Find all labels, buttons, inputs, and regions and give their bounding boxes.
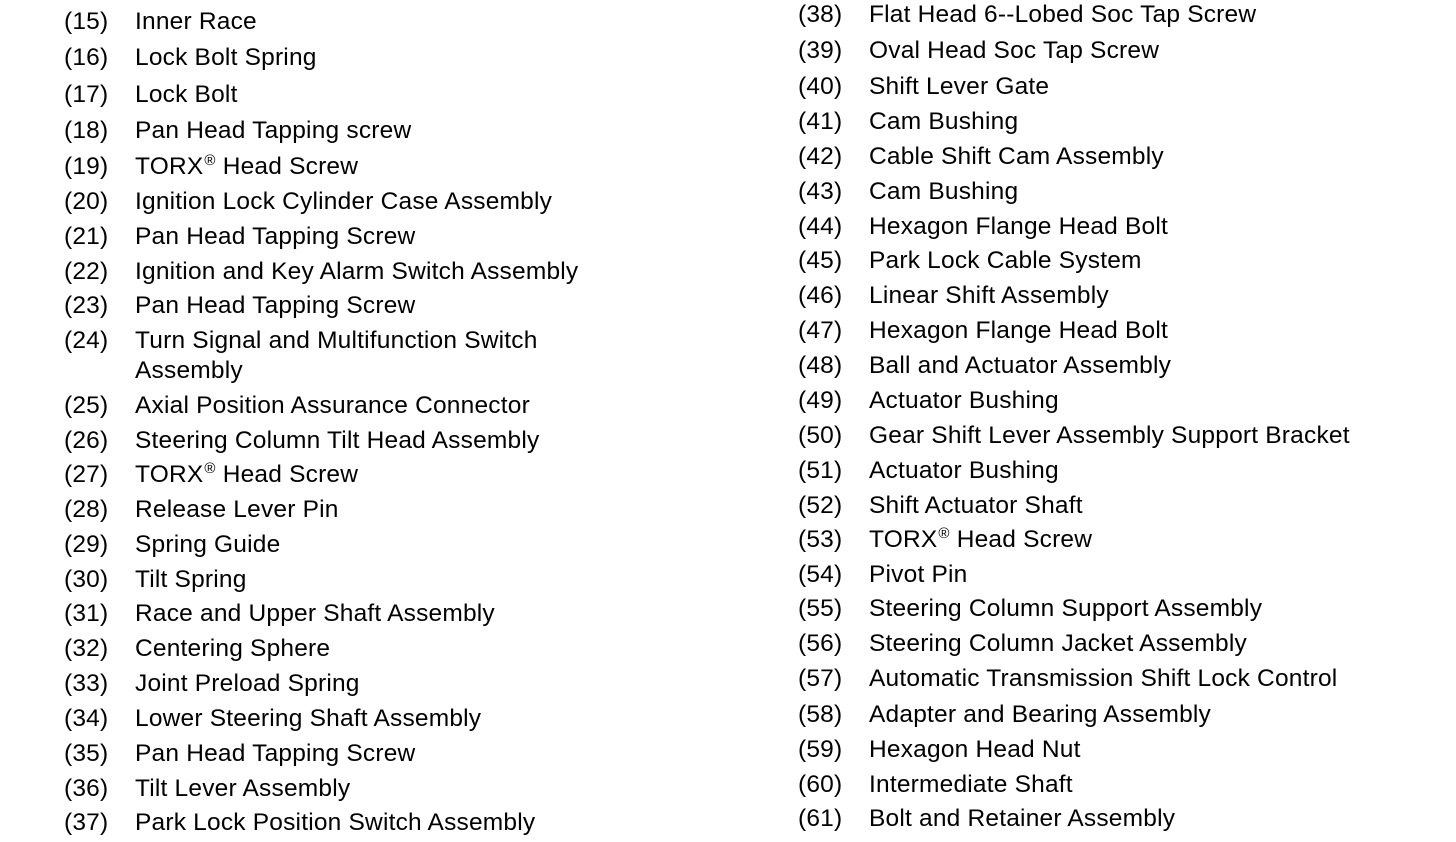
legend-item-name [869,525,1092,555]
legend-item-number: (27) [64,461,109,488]
legend-item-name [135,291,415,321]
legend-item [64,530,280,560]
legend-item-name [135,187,552,217]
legend-item-name [869,246,1142,276]
legend-item-text-suffix: Head Screw [215,461,359,488]
legend-item-name [135,599,495,629]
legend-item [64,460,358,490]
legend-item-name [869,36,1159,66]
legend-item [64,634,330,664]
registered-trademark-mark: ® [204,460,216,477]
legend-item [798,525,1092,555]
legend-item-name [869,491,1083,521]
legend-item [64,808,535,838]
legend-item-text: Pivot Pin [869,561,968,588]
legend-item-name [869,770,1073,800]
legend-item-text: Intermediate Shaft [869,771,1073,798]
legend-item-name [135,426,539,456]
legend-item-number: (24) [64,327,109,354]
legend-item [64,774,350,804]
legend-item [798,421,1350,451]
legend-item-number: (53) [798,526,843,553]
legend-item-name [135,116,411,146]
legend-item-number: (19) [64,153,109,180]
legend-item-text: Linear Shift Assembly [869,282,1109,309]
legend-item [798,177,1018,207]
legend-item [64,704,481,734]
legend-item [798,142,1164,172]
legend-item [798,770,1073,800]
legend-item-number: (45) [798,247,843,274]
legend-item-number: (25) [64,392,109,419]
legend-item-text: Shift Actuator Shaft [869,492,1083,519]
legend-item [64,495,339,525]
legend-item [798,386,1059,416]
legend-item-number: (61) [798,805,843,832]
legend-item-number: (17) [64,81,109,108]
legend-item-text: TORX [869,526,938,553]
legend-item-text-continued: Assembly [135,357,243,384]
legend-item-text: Park Lock Position Switch Assembly [135,809,536,836]
legend-item-name [869,177,1018,207]
legend-item-text: Hexagon Flange Head Bolt [869,317,1168,344]
legend-item-text: Steering Column Jacket Assembly [869,630,1247,657]
legend-item-text: Inner Race [135,8,257,35]
legend-item-number: (38) [798,1,843,28]
legend-item-text: Hexagon Head Nut [869,736,1081,763]
legend-item-text: Spring Guide [135,531,281,558]
legend-item-text: TORX [135,461,204,488]
legend-item-name [869,735,1081,765]
legend-item [64,7,257,37]
legend-item-text: Actuator Bushing [869,457,1059,484]
legend-item-text: Tilt Spring [135,566,247,593]
legend-item-text: Ignition Lock Cylinder Case Assembly [135,188,553,215]
legend-item-text-suffix: Head Screw [215,153,359,180]
legend-item-number: (35) [64,740,109,767]
legend-item-text: Steering Column Support Assembly [869,595,1263,622]
legend-item-number: (42) [798,143,843,170]
legend-item-number: (16) [64,44,109,71]
legend-item-number: (48) [798,352,843,379]
legend-item-text: TORX [135,153,204,180]
legend-item-text: Pan Head Tapping screw [135,117,412,144]
legend-item-number: (20) [64,188,109,215]
legend-item [798,107,1018,137]
legend-item-name [135,257,578,287]
legend-item-text: Hexagon Flange Head Bolt [869,213,1168,240]
legend-item [798,351,1171,381]
legend-item [798,735,1081,765]
legend-item-text: Cable Shift Cam Assembly [869,143,1164,170]
legend-item [64,599,495,629]
legend-item-text: Release Lever Pin [135,496,339,523]
legend-item-text: Oval Head Soc Tap Screw [869,37,1160,64]
legend-item-number: (36) [64,775,109,802]
legend-item-text: Race and Upper Shaft Assembly [135,600,495,627]
legend-item [64,669,360,699]
legend-item [64,187,552,217]
legend-item-text: Pan Head Tapping Screw [135,740,416,767]
legend-item [798,316,1168,346]
legend-item-number: (30) [64,566,109,593]
legend-item-name [869,560,967,590]
legend-item-number: (37) [64,809,109,836]
legend-item-name [135,222,415,252]
legend-item-name [869,212,1168,242]
legend-item-number: (15) [64,8,109,35]
legend-item-name [135,634,330,664]
legend-item-text: Actuator Bushing [869,387,1059,414]
registered-trademark-mark: ® [938,525,950,542]
legend-item-text: Pan Head Tapping Screw [135,223,416,250]
legend-item-number: (22) [64,258,109,285]
legend-item-number: (31) [64,600,109,627]
legend-item [798,212,1168,242]
legend-item [64,326,538,386]
legend-item-name [135,704,481,734]
legend-item-number: (56) [798,630,843,657]
legend-item-text: Shift Lever Gate [869,73,1050,100]
legend-item-number: (28) [64,496,109,523]
legend-item-name [135,460,358,490]
legend-item-name [135,495,339,525]
legend-item-name [135,565,247,595]
legend-item [798,560,967,590]
legend-item-text: Cam Bushing [869,178,1019,205]
legend-item-name [869,386,1059,416]
legend-item [798,246,1142,276]
legend-item [798,594,1262,624]
legend-item-name [869,142,1164,172]
legend-item-number: (59) [798,736,843,763]
legend-item-name [135,80,238,110]
legend-item [64,152,358,182]
legend-item [64,739,415,769]
legend-item-number: (50) [798,422,843,449]
legend-item [64,116,411,146]
legend-item-number: (33) [64,670,109,697]
legend-item [798,281,1109,311]
legend-item-text: Bolt and Retainer Assembly [869,805,1176,832]
legend-item-text: Axial Position Assurance Connector [135,392,530,419]
legend-item-number: (51) [798,457,843,484]
legend-item-text: Park Lock Cable System [869,247,1142,274]
legend-item [798,629,1247,659]
legend-item-text: Cam Bushing [869,108,1019,135]
legend-item-number: (34) [64,705,109,732]
legend-item-name [869,700,1211,730]
legend-item [64,291,415,321]
legend-item-number: (21) [64,223,109,250]
legend-item [64,426,539,456]
legend-item-number: (57) [798,665,843,692]
legend-item-name [869,351,1171,381]
registered-trademark-mark: ® [204,152,216,169]
legend-item-name [869,629,1247,659]
legend-item-number: (54) [798,561,843,588]
legend-item-name [135,739,415,769]
legend-item-name [135,530,280,560]
legend-item-number: (32) [64,635,109,662]
legend-item-text: Tilt Lever Assembly [135,775,351,802]
legend-item-number: (26) [64,427,109,454]
legend-item [798,664,1337,694]
legend-item-text: Steering Column Tilt Head Assembly [135,427,540,454]
legend-item-text: Automatic Transmission Shift Lock Control [869,665,1338,692]
legend-item-text: Flat Head 6--Lobed Soc Tap Screw [869,1,1257,28]
legend-item-number: (46) [798,282,843,309]
legend-item-number: (41) [798,108,843,135]
legend-item-text: Gear Shift Lever Assembly Support Bracket [869,422,1350,449]
legend-item [798,0,1256,30]
legend-item [64,257,578,287]
legend-item-name [135,7,257,37]
legend-item-name [869,664,1337,694]
legend-item-name [869,804,1175,834]
legend-item-name [135,43,317,73]
legend-item-text: Ignition and Key Alarm Switch Assembly [135,258,579,285]
legend-item [798,72,1049,102]
legend-item-text: Lock Bolt Spring [135,44,317,71]
legend-item-name [135,774,350,804]
legend-item-number: (29) [64,531,109,558]
legend-item-name [869,0,1256,30]
legend-item-number: (58) [798,701,843,728]
legend-item-number: (55) [798,595,843,622]
legend-item-number: (43) [798,178,843,205]
legend-item-text: Lower Steering Shaft Assembly [135,705,482,732]
legend-item-name [869,107,1018,137]
legend-item-name [869,421,1350,451]
legend-item-name [135,669,360,699]
legend-item-name [869,594,1262,624]
legend-item [798,456,1059,486]
legend-item-name [135,152,358,182]
legend-item-number: (40) [798,73,843,100]
legend-item [798,804,1175,834]
legend-item [64,391,530,421]
legend-item-name [135,326,538,386]
legend-item-name [869,456,1059,486]
legend-item [798,36,1159,66]
legend-item-text: Adapter and Bearing Assembly [869,701,1211,728]
legend-item-number: (47) [798,317,843,344]
legend-item-name [869,72,1049,102]
legend-item [64,80,238,110]
legend-item-number: (52) [798,492,843,519]
legend-item-text: Lock Bolt [135,81,238,108]
legend-item-number: (39) [798,37,843,64]
legend-item-number: (18) [64,117,109,144]
legend-item-number: (23) [64,292,109,319]
legend-item-text: Pan Head Tapping Screw [135,292,416,319]
legend-item-text: Turn Signal and Multifunction Switch [135,327,538,354]
legend-item-text: Ball and Actuator Assembly [869,352,1172,379]
legend-item [798,700,1211,730]
legend-item-name [135,391,530,421]
legend-item-text-suffix: Head Screw [949,526,1093,553]
legend-item-text: Joint Preload Spring [135,670,360,697]
legend-item [64,222,415,252]
legend-item [798,491,1083,521]
legend-item [64,43,317,73]
legend-item-text: Centering Sphere [135,635,331,662]
legend-item-number: (60) [798,771,843,798]
legend-item [64,565,247,595]
legend-item-number: (44) [798,213,843,240]
legend-item-name [135,808,535,838]
legend-item-name [869,281,1109,311]
legend-item-name [869,316,1168,346]
legend-item-number: (49) [798,387,843,414]
